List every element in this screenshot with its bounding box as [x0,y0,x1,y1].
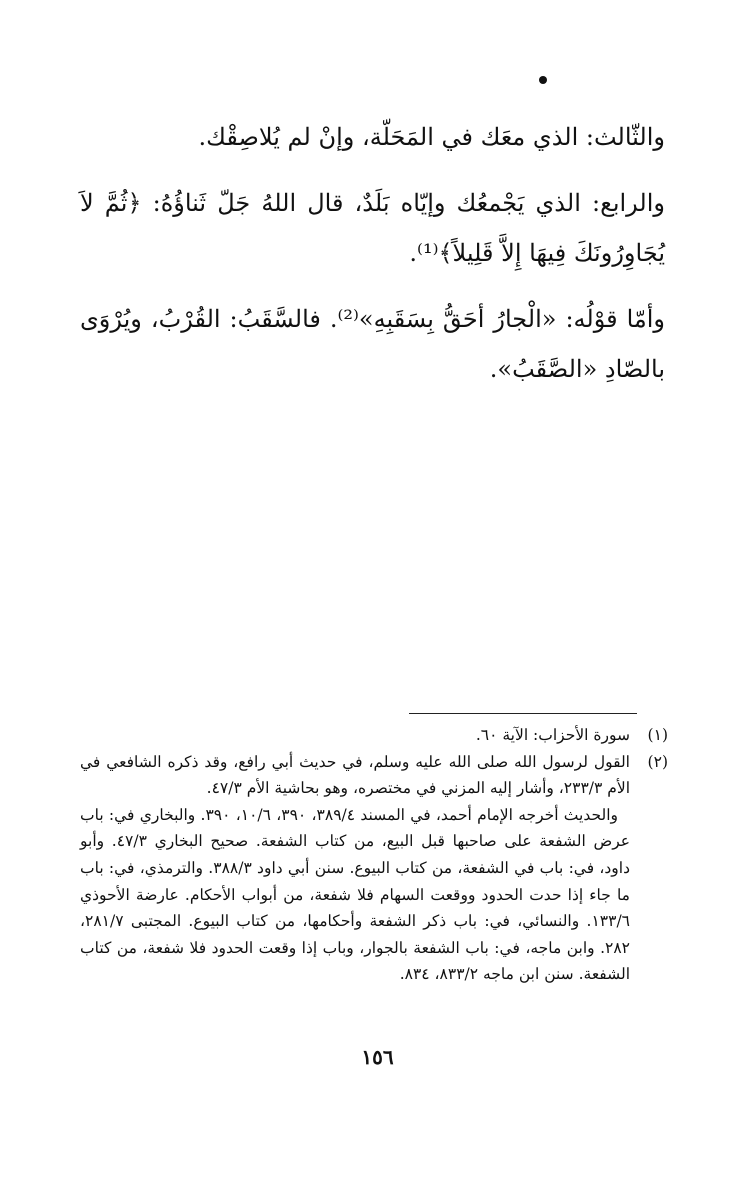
footnote-body [80,722,630,749]
footnote-number: (١) [647,726,668,744]
footnote-text: سورة الأحزاب: الآية ٦٠. [475,726,630,744]
footnote-separator [409,713,637,714]
main-text [80,112,665,410]
footnotes [80,722,668,988]
page-number: ١٥٦ [361,1045,394,1069]
paragraph-third-neighbor: والثّالث: الذي معَك في المَحَلّة، وإنْ لم يُلاصِقْك. [198,123,665,151]
paragraph-fourth-neighbor: والرابع: الذي يَجْمعُك وإيّاه بَلَدٌ، قال اللهُ جَلّ ثَناؤُهُ: ﴿ثُمَّ لاَ يُجَاوِرُونَكَ فِيهَا إِلاَّ قَلِيلاً﴾⁽¹⁾. [80,189,665,267]
footnote-text: والحديث أخرجه الإمام أحمد، في المسند ٣٨٩/٤، ٣٩٠، ١٠/٦، ٣٩٠. والبخاري في: باب عرض الشفعة على صاحبها قبل البيع، من كتاب الشفعة. صحيح البخاري ٤٧/٣. وأبو داود، في: باب في الشفعة، من كتاب البيوع. سنن أبي داود ٣٨٨/٣. والترمذي، في: باب ما جاء إذا حدت الحدود ووقعت السهام فلا شفعة، من أبواب الأحكام. عارضة الأحوذي ١٣٣/٦. والنسائي، في: باب ذكر الشفعة وأحكامها، من كتاب البيوع. المجتبى ٢٨١/٧، ٢٨٢. وابن ماجه، في: باب الشفعة بالجوار، وباب إذا وقعت الحدود فلا شفعة، من كتاب الشفعة. سنن ابن ماجه ٨٣٣/٢، ٨٣٤. [80,805,631,984]
footnote-text: القول لرسول الله صلى الله عليه وسلم، في حديث أبي رافع، وقد ذكره الشافعي في الأم ٢٣٣/٣، وأشار إليه المزني في مختصره، وهو بحاشية الأم ٤٧/٣. [80,752,630,798]
footnote-2 [80,749,668,988]
footnote-body [80,749,630,988]
footnote-1 [80,722,668,749]
ornament-dot [539,76,547,84]
footnote-number: (٢) [647,752,668,771]
paragraph-saqab: وأمّا قوْلُه: «الْجارُ أحَقُّ بِسَقَبِهِ»⁽²⁾. فالسَّقَبُ: القُرْبُ، ويُرْوَى بالصّادِ «الصَّقَبُ». [80,305,665,383]
